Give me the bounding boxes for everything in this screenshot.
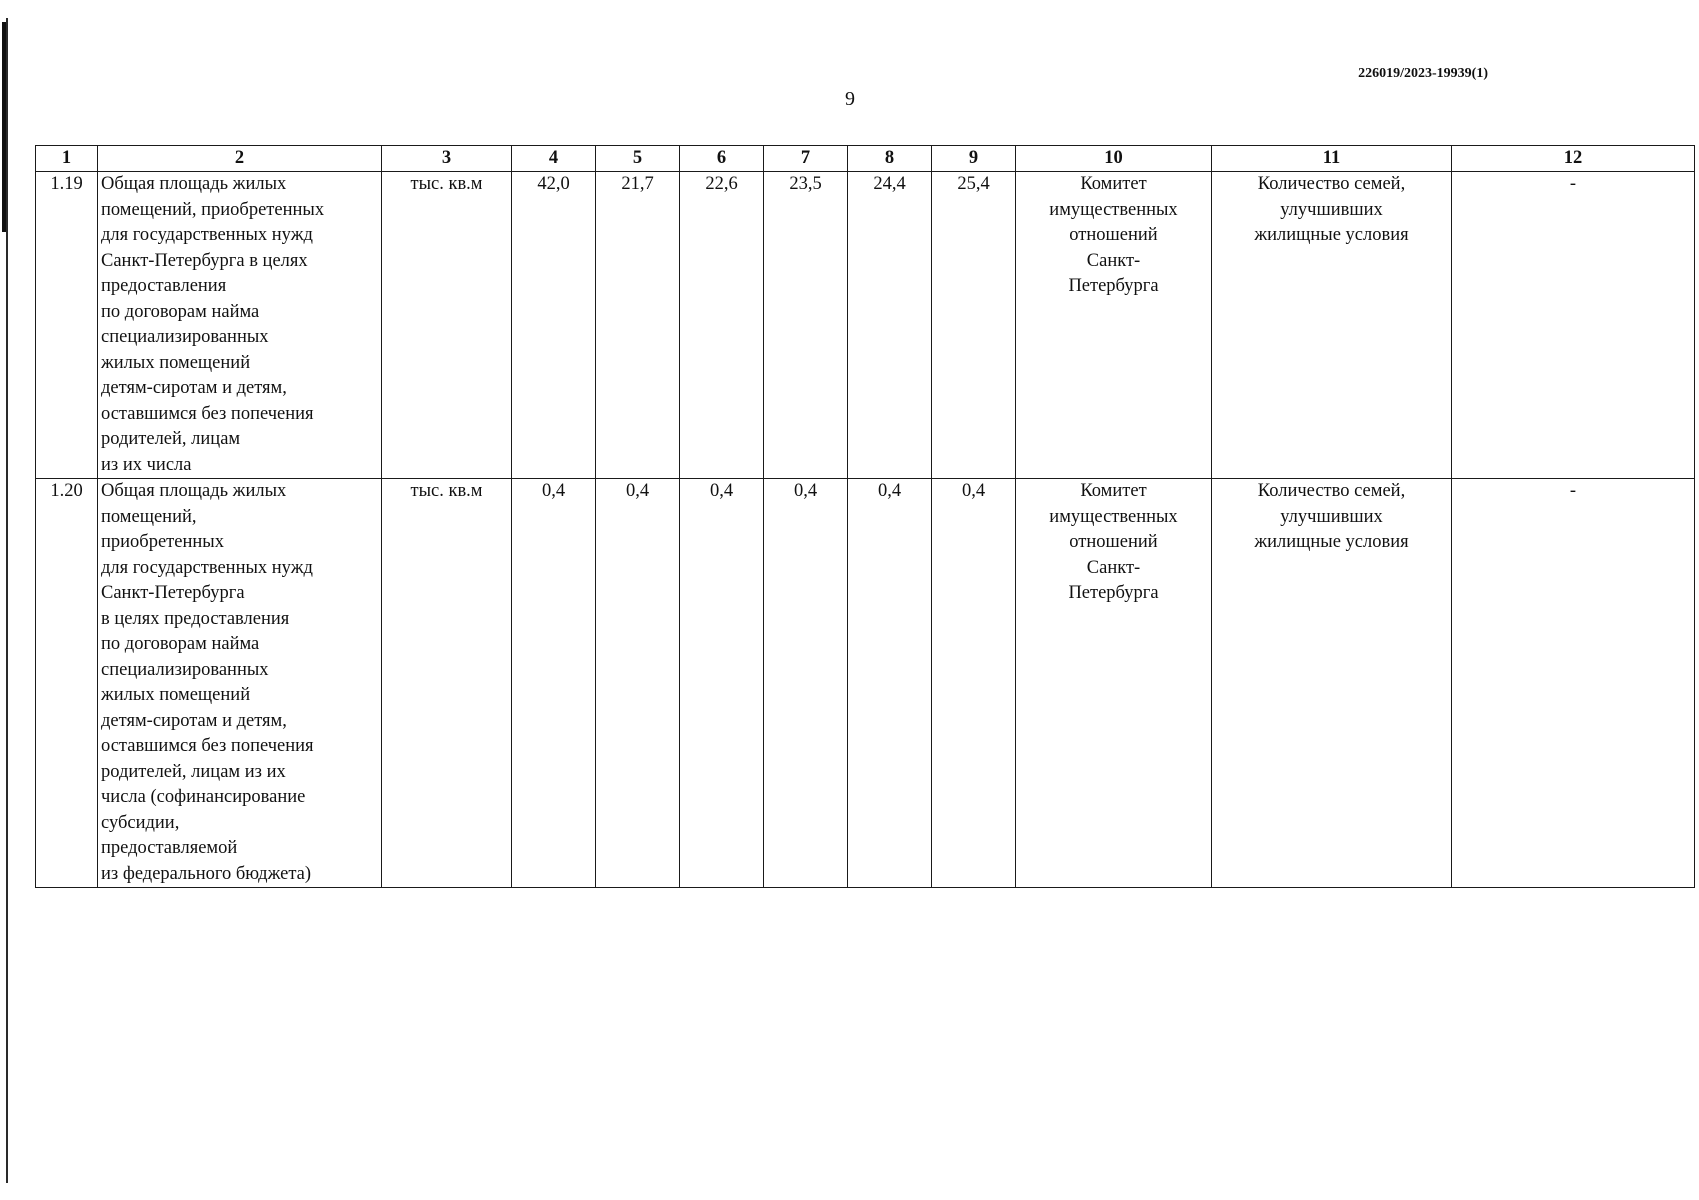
description-line: Санкт-Петербурга xyxy=(101,583,245,603)
description-line: специализированных xyxy=(101,327,269,347)
value-cell: 0,4 xyxy=(848,479,932,888)
executor-line: Петербурга xyxy=(1068,276,1159,296)
header-cell-2: 2 xyxy=(98,146,382,172)
header-cell-9: 9 xyxy=(932,146,1016,172)
description-line: для государственных нужд xyxy=(101,557,313,578)
table-row xyxy=(36,172,1695,479)
description-line: специализированных xyxy=(101,659,269,680)
executor-line: имущественных xyxy=(1049,506,1178,527)
description-line: жилых помещений xyxy=(101,352,251,373)
indicator-line: жилищные условия xyxy=(1254,225,1409,245)
header-cell-7: 7 xyxy=(764,146,848,172)
executor-line: Санкт- xyxy=(1086,250,1141,271)
value-cell: 0,4 xyxy=(596,479,680,888)
description-line: субсидии, xyxy=(101,812,180,833)
executor-line: Санкт- xyxy=(1086,557,1141,578)
indicator-cell xyxy=(1212,479,1452,888)
indicator-line: Количество семей, xyxy=(1257,481,1406,501)
value-cell: 22,6 xyxy=(680,172,764,479)
header-row xyxy=(36,146,1695,172)
description-line: приобретенных xyxy=(101,532,224,552)
page-number: 9 xyxy=(845,88,855,110)
description-line: предоставления xyxy=(101,276,227,296)
executor-line: имущественных xyxy=(1049,199,1178,220)
header-cell-10: 10 xyxy=(1016,146,1212,172)
header-cell-4: 4 xyxy=(512,146,596,172)
description-line: по договорам найма xyxy=(101,301,260,322)
header-cell-11: 11 xyxy=(1212,146,1452,172)
description-line: помещений, xyxy=(101,506,197,527)
value-cell: 42,0 xyxy=(512,172,596,479)
executor-line: отношений xyxy=(1069,532,1158,552)
description-line: предоставляемой xyxy=(101,838,238,858)
description-line: из их числа xyxy=(101,454,192,475)
description-line: помещений, приобретенных xyxy=(101,199,325,220)
description-line: жилых помещений xyxy=(101,685,251,705)
indicator-description xyxy=(98,172,382,479)
table-row xyxy=(36,479,1695,888)
value-cell: 0,4 xyxy=(932,479,1016,888)
description-line: для государственных нужд xyxy=(101,225,313,245)
header-cell-1: 1 xyxy=(36,146,98,172)
description-line: оставшимся без попечения xyxy=(101,403,314,424)
description-line: родителей, лицам из их xyxy=(101,761,286,782)
row-number: 1.19 xyxy=(36,172,98,479)
description-line: Общая площадь жилых xyxy=(101,174,287,194)
scan-edge-line xyxy=(6,18,8,1183)
row-number: 1.20 xyxy=(36,479,98,888)
value-cell: 25,4 xyxy=(932,172,1016,479)
indicator-line: жилищные условия xyxy=(1254,532,1409,552)
value-cell: 21,7 xyxy=(596,172,680,479)
description-line: Санкт-Петербурга в целях xyxy=(101,250,308,271)
header-cell-5: 5 xyxy=(596,146,680,172)
indicators-table xyxy=(35,145,1695,888)
indicator-line: улучшивших xyxy=(1280,506,1383,527)
executor-line: отношений xyxy=(1069,225,1158,245)
description-line: детям-сиротам и детям, xyxy=(101,378,287,398)
indicator-line: Количество семей, xyxy=(1257,174,1406,194)
value-cell: 24,4 xyxy=(848,172,932,479)
indicator-description xyxy=(98,479,382,888)
document-id: 226019/2023-19939(1) xyxy=(1358,66,1488,81)
executor-cell xyxy=(1016,172,1212,479)
header-cell-12: 12 xyxy=(1452,146,1695,172)
executor-cell xyxy=(1016,479,1212,888)
unit-cell: тыс. кв.м xyxy=(382,172,512,479)
description-line: детям-сиротам и детям, xyxy=(101,710,287,731)
description-line: Общая площадь жилых xyxy=(101,481,287,501)
header-cell-8: 8 xyxy=(848,146,932,172)
col12-cell: - xyxy=(1452,479,1695,888)
description-line: по договорам найма xyxy=(101,634,260,654)
value-cell: 23,5 xyxy=(764,172,848,479)
executor-line: Комитет xyxy=(1080,481,1147,501)
description-line: родителей, лицам xyxy=(101,429,241,449)
indicator-line: улучшивших xyxy=(1280,199,1383,220)
header-cell-3: 3 xyxy=(382,146,512,172)
unit-cell: тыс. кв.м xyxy=(382,479,512,888)
indicator-cell xyxy=(1212,172,1452,479)
value-cell: 0,4 xyxy=(512,479,596,888)
description-line: из федерального бюджета) xyxy=(101,863,311,884)
executor-line: Петербурга xyxy=(1068,583,1159,603)
description-line: в целях предоставления xyxy=(101,608,290,629)
description-line: оставшимся без попечения xyxy=(101,736,314,756)
value-cell: 0,4 xyxy=(680,479,764,888)
col12-cell: - xyxy=(1452,172,1695,479)
executor-line: Комитет xyxy=(1080,174,1147,194)
value-cell: 0,4 xyxy=(764,479,848,888)
header-cell-6: 6 xyxy=(680,146,764,172)
description-line: числа (софинансирование xyxy=(101,787,306,807)
